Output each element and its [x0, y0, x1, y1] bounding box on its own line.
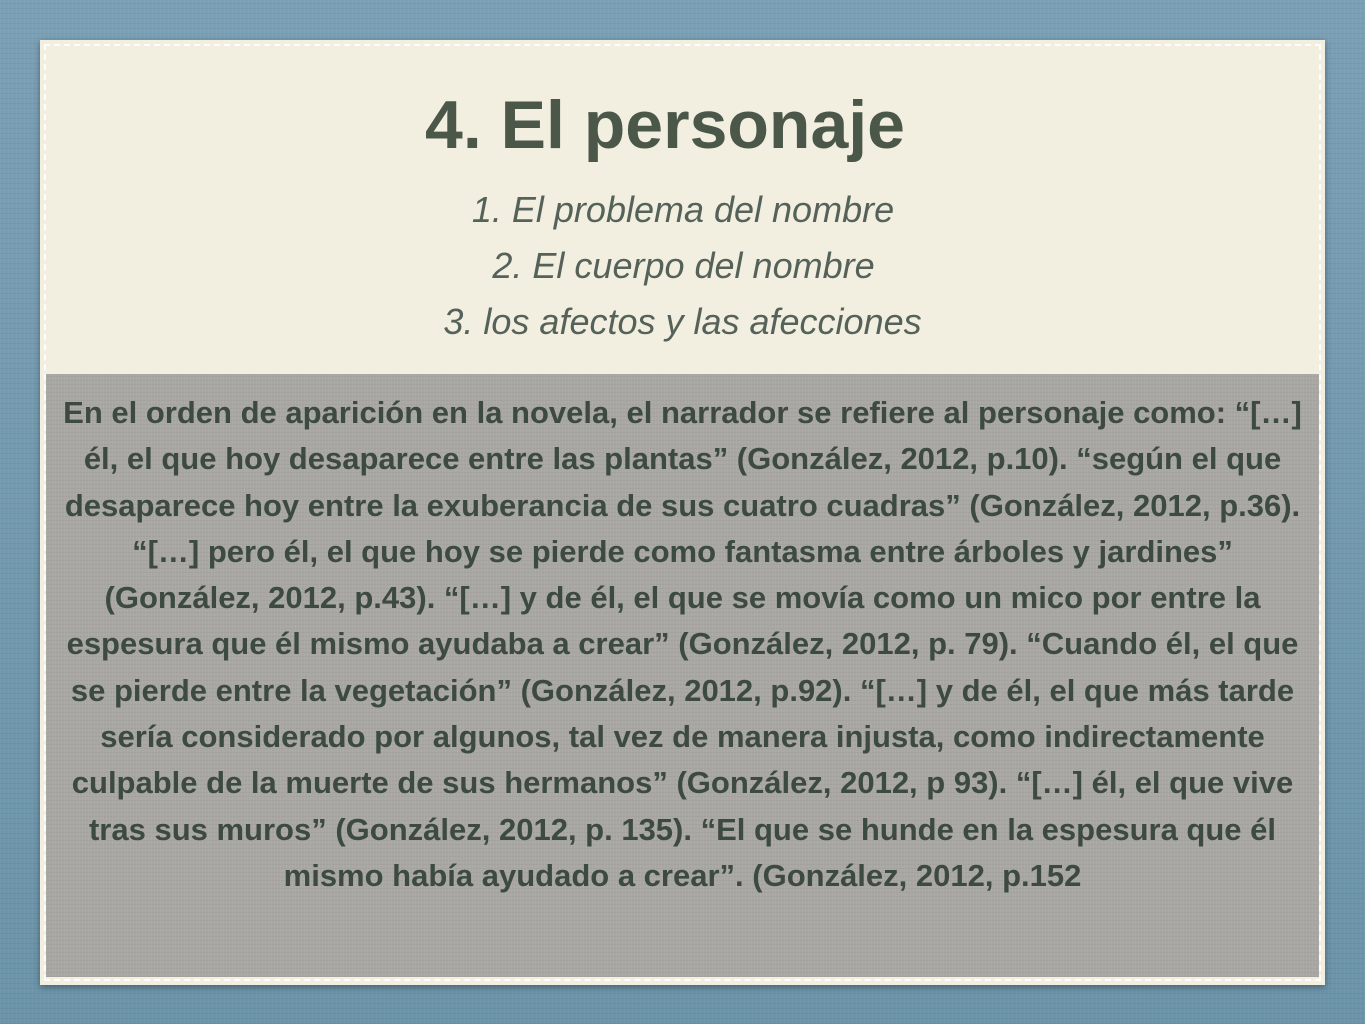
subtopic-item: 3. los afectos y las afecciones — [443, 301, 922, 342]
quote-panel — [46, 374, 1319, 977]
subtopic-item: 2. El cuerpo del nombre — [492, 245, 875, 286]
subtopic-item: 1. El problema del nombre — [471, 189, 895, 230]
slide-card — [40, 40, 1325, 985]
quote-text: En el orden de aparición en la novela, el narrador se refiere al personaje como: “[…] él, el que hoy desaparece entre las plantas” (González, 2012, p.10). “según el que desaparece hoy entre la exuberancia de sus cuatro cuadras” (González, 2012, p.36). “[…] pero él, el que hoy se pierde como fantasma entre árboles y jardines” (González, 2012, p.43). “[…] y de él, el que se movía como un mico por entre la espesura que él mismo ayudaba a crear” (González, 2012, p. 79). “Cuando él, el que se pierde entre la vegetación” (González, 2012, p.92). “[…] y de él, el que más tarde sería considerado por algunos, tal vez de manera injusta, como indirectamente culpable de la muerte de sus hermanos” (González, 2012, p 93). “[…] él, el que vive tras sus muros” (González, 2012, p. 135). “El que se hunde en la espesura que él mismo había ayudado a crear”. (González, 2012, p.152 — [63, 395, 1302, 893]
slide-title: 4. El personaje — [425, 87, 905, 163]
subtopic-list — [40, 182, 1325, 350]
